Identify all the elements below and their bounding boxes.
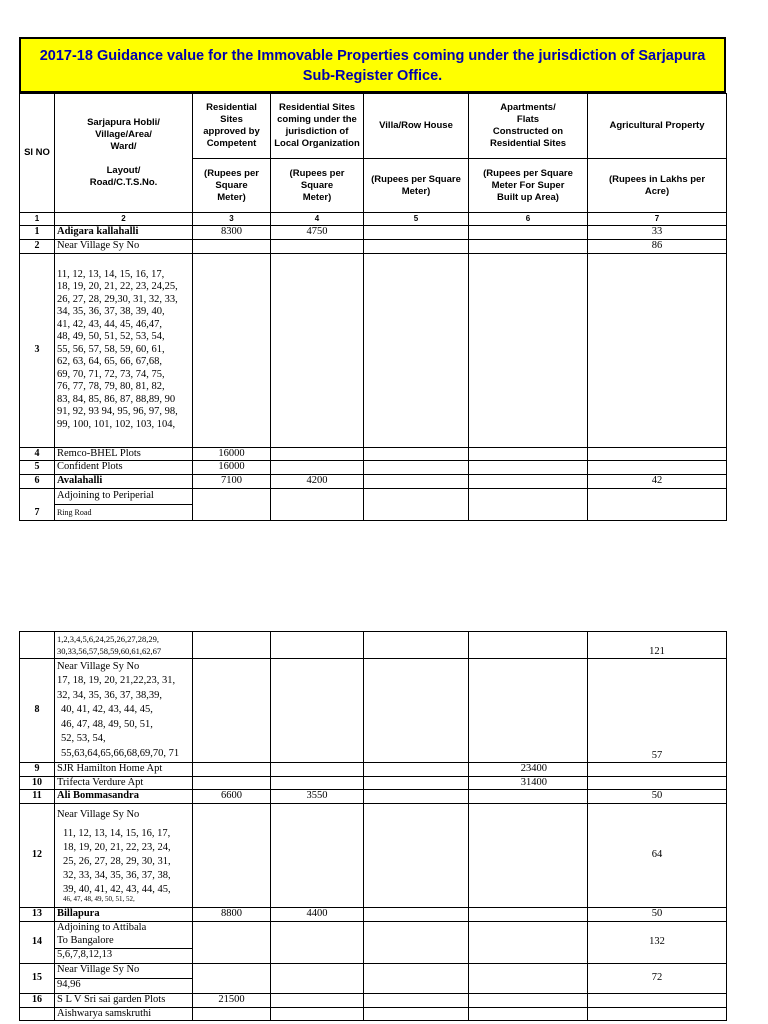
- row-residential-approved: [193, 488, 271, 520]
- header-location-line: Sarjapura Hobli/: [87, 117, 160, 128]
- row-agricultural: 132: [588, 922, 727, 964]
- row-sl-no: 4: [20, 447, 55, 461]
- header-text: coming under the: [277, 114, 357, 125]
- survey-line: 39, 40, 41, 42, 43, 44, 45,: [63, 883, 171, 895]
- header-residential-local: [271, 94, 364, 159]
- guidance-table-page-2: [19, 631, 727, 1021]
- row-apartments: [469, 488, 588, 520]
- header-apartments: [469, 94, 588, 159]
- survey-line: 17, 18, 19, 20, 21,22,23, 31,: [57, 675, 176, 687]
- row-sl-no: 2: [20, 239, 55, 253]
- header-text: Meter): [217, 191, 246, 203]
- row-location: Remco-BHEL Plots: [55, 447, 193, 461]
- row-apartments: [469, 461, 588, 475]
- row-sl-no: 13: [20, 908, 55, 922]
- row-residential-local: 4750: [271, 226, 364, 240]
- survey-line: 91, 92, 93 94, 95, 96, 97, 98,: [57, 406, 178, 418]
- header-text: (Rupees in Lakhs per: [608, 173, 706, 185]
- header-text: (Rupees per: [204, 167, 259, 179]
- row-apartments: 31400: [469, 776, 588, 790]
- row-location: Ali Bommasandra: [55, 790, 193, 804]
- header-text: (Rupees per Square: [289, 167, 345, 191]
- row-residential-approved: [193, 776, 271, 790]
- header-residential-approved: [193, 94, 271, 159]
- survey-line: Near Village Sy No: [57, 808, 140, 820]
- row-villa: [364, 776, 469, 790]
- row-villa: [364, 790, 469, 804]
- table-row: [20, 804, 727, 908]
- row-location: Confident Plots: [55, 461, 193, 475]
- survey-line: 83, 84, 85, 86, 87, 88,89, 90: [57, 393, 176, 405]
- column-number: 1: [20, 213, 55, 226]
- header-unit-agricultural: [588, 159, 727, 213]
- row-residential-approved: 8300: [193, 226, 271, 240]
- row-residential-approved: [193, 1007, 271, 1021]
- row-location: [55, 488, 193, 520]
- row-villa: [364, 461, 469, 475]
- row-residential-local: [271, 659, 364, 763]
- row-location: Near Village Sy No: [55, 239, 193, 253]
- row-agricultural: [588, 994, 727, 1008]
- row-residential-approved: 21500: [193, 994, 271, 1008]
- survey-line: 18, 19, 20, 21, 22, 23, 24,: [63, 842, 171, 854]
- row-residential-approved: [193, 964, 271, 994]
- header-text: Residential Sites: [278, 102, 356, 113]
- table-row: [20, 226, 727, 240]
- header-sl-no: [20, 94, 55, 213]
- header-text: Built up Area): [497, 191, 559, 203]
- table-row: [20, 488, 727, 520]
- header-text: Sites: [220, 114, 243, 125]
- header-agricultural: [588, 94, 727, 159]
- row-location-survey-numbers: [55, 659, 193, 763]
- header-row-labels: [20, 94, 727, 159]
- row-sl-no: 14: [20, 922, 55, 964]
- location-line: To Bangalore: [55, 935, 192, 949]
- row-agricultural: 86: [588, 239, 727, 253]
- row-residential-local: [271, 1007, 364, 1021]
- survey-line: 41, 42, 43, 44, 45, 46,47,: [57, 318, 162, 330]
- row-location: Aishwarya samskruthi: [55, 1007, 193, 1021]
- header-sl-no-text: Sl NO: [24, 147, 50, 158]
- row-agricultural: [588, 763, 727, 777]
- row-residential-local: [271, 632, 364, 659]
- survey-line: 30,33,56,57,58,59,60,61,62,67: [57, 646, 162, 656]
- table-row: [20, 922, 727, 964]
- row-villa: [364, 239, 469, 253]
- row-sl-no: 5: [20, 461, 55, 475]
- table-row: [20, 239, 727, 253]
- survey-line: 48, 49, 50, 51, 52, 53, 54,: [57, 331, 165, 343]
- row-residential-approved: [193, 659, 271, 763]
- row-sl-no: 16: [20, 994, 55, 1008]
- row-sl-no: 9: [20, 763, 55, 777]
- row-residential-approved: [193, 239, 271, 253]
- row-sl-no: 11: [20, 790, 55, 804]
- row-location: S L V Sri sai garden Plots: [55, 994, 193, 1008]
- table-row: [20, 908, 727, 922]
- header-location-line: Ward/: [110, 141, 137, 152]
- table-row: [20, 763, 727, 777]
- row-agricultural: 42: [588, 474, 727, 488]
- survey-line: 32, 33, 34, 35, 36, 37, 38,: [63, 869, 171, 881]
- row-residential-local: [271, 922, 364, 964]
- row-villa: [364, 632, 469, 659]
- header-text: Meter): [302, 191, 332, 203]
- row-apartments: [469, 226, 588, 240]
- row-agricultural: [588, 776, 727, 790]
- survey-line: 55,63,64,65,66,68,69,70, 71: [61, 747, 180, 759]
- row-villa: [364, 994, 469, 1008]
- row-sl-no: 12: [20, 804, 55, 908]
- survey-line: 46, 47, 48, 49, 50, 51,: [61, 718, 153, 730]
- header-row-column-numbers: [20, 213, 727, 226]
- row-location: [55, 922, 193, 964]
- header-text: jurisdiction of: [285, 126, 349, 137]
- row-location: Trifecta Verdure Apt: [55, 776, 193, 790]
- row-residential-approved: [193, 253, 271, 447]
- column-number: 6: [469, 213, 588, 226]
- row-apartments: [469, 239, 588, 253]
- row-location: Billapura: [55, 908, 193, 922]
- table-row: [20, 253, 727, 447]
- survey-line: 76, 77, 78, 79, 80, 81, 82,: [57, 381, 165, 393]
- column-number: 4: [271, 213, 364, 226]
- row-residential-local: [271, 488, 364, 520]
- header-text: Residential Sites: [489, 138, 567, 149]
- header-text: Meter For Super: [491, 179, 565, 191]
- row-residential-local: [271, 804, 364, 908]
- row-sl-no: 8: [20, 659, 55, 763]
- row-apartments: [469, 447, 588, 461]
- survey-line: 18, 19, 20, 21, 22, 23, 24,25,: [57, 281, 178, 293]
- row-residential-approved: [193, 804, 271, 908]
- row-residential-approved: 7100: [193, 474, 271, 488]
- survey-line: Near Village Sy No: [57, 660, 140, 672]
- table-row: [20, 447, 727, 461]
- header-unit-apartments: [469, 159, 588, 213]
- header-text: Villa/Row House: [379, 120, 453, 131]
- row-villa: [364, 659, 469, 763]
- row-villa: [364, 908, 469, 922]
- location-line: 5,6,7,8,12,13: [57, 949, 113, 960]
- row-apartments: [469, 908, 588, 922]
- column-number: 2: [55, 213, 193, 226]
- header-unit-villa: [364, 159, 469, 213]
- header-unit-residential-local: [271, 159, 364, 213]
- header-text: Flats: [516, 114, 540, 125]
- survey-line: 11, 12, 13, 14, 15, 16, 17,: [63, 828, 171, 840]
- row-residential-approved: 16000: [193, 461, 271, 475]
- row-sl-no: 7: [20, 488, 55, 520]
- header-text: Apartments/: [500, 102, 556, 113]
- survey-line: 69, 70, 71, 72, 73, 74, 75,: [57, 368, 165, 380]
- row-agricultural: 33: [588, 226, 727, 240]
- row-sl-no: 1: [20, 226, 55, 240]
- row-sl-no: [20, 1007, 55, 1021]
- location-line: 94,96: [57, 979, 81, 990]
- document-title: [19, 37, 726, 93]
- row-villa: [364, 964, 469, 994]
- row-residential-local: [271, 461, 364, 475]
- row-agricultural: [588, 447, 727, 461]
- table-row: [20, 1007, 727, 1021]
- table-row: [20, 964, 727, 994]
- table-row: [20, 632, 727, 659]
- header-text: Local Organization: [274, 138, 360, 149]
- row-apartments: [469, 1007, 588, 1021]
- row-residential-local: [271, 239, 364, 253]
- header-text: Agricultural Property: [609, 120, 705, 131]
- row-residential-approved: 16000: [193, 447, 271, 461]
- row-apartments: [469, 790, 588, 804]
- row-apartments: [469, 804, 588, 908]
- row-agricultural: 64: [588, 804, 727, 908]
- row-agricultural: [588, 461, 727, 475]
- column-number: 3: [193, 213, 271, 226]
- table-row: [20, 474, 727, 488]
- row-villa: [364, 474, 469, 488]
- row-villa: [364, 447, 469, 461]
- header-unit-residential-approved: [193, 159, 271, 213]
- row-residential-local: 4200: [271, 474, 364, 488]
- title-line-1: 2017-18 Guidance value for the Immovable Properties coming under the jurisdiction of Sarjapura: [39, 48, 706, 64]
- header-villa: [364, 94, 469, 159]
- survey-line: 1,2,3,4,5,6,24,25,26,27,28,29,: [57, 634, 159, 644]
- guidance-table-page-1: [19, 93, 727, 521]
- row-apartments: [469, 632, 588, 659]
- survey-line: 99, 100, 101, 102, 103, 104,: [57, 418, 176, 430]
- row-apartments: [469, 964, 588, 994]
- row-location: [55, 964, 193, 994]
- table-row: [20, 659, 727, 763]
- column-number: 5: [364, 213, 469, 226]
- row-residential-local: [271, 964, 364, 994]
- survey-line: 55, 56, 57, 58, 59, 60, 61,: [57, 343, 165, 355]
- header-location: [55, 94, 193, 213]
- header-text: Square: [215, 179, 248, 191]
- survey-line: 52, 53, 54,: [61, 733, 106, 745]
- row-agricultural: 50: [588, 790, 727, 804]
- title-line-2: Sub-Register Office.: [302, 68, 443, 84]
- header-location-line: Village/Area/: [95, 129, 152, 140]
- row-residential-approved: [193, 922, 271, 964]
- row-residential-approved: 6600: [193, 790, 271, 804]
- row-apartments: [469, 994, 588, 1008]
- location-line: Adjoining to Periperial: [55, 489, 192, 505]
- row-location-survey-numbers: [55, 632, 193, 659]
- row-residential-local: [271, 776, 364, 790]
- row-location-survey-numbers: [55, 253, 193, 447]
- survey-line: 40, 41, 42, 43, 44, 45,: [61, 704, 153, 716]
- row-residential-local: [271, 253, 364, 447]
- header-text: Residential: [206, 102, 257, 113]
- row-apartments: [469, 922, 588, 964]
- table-row: [20, 461, 727, 475]
- row-sl-no: 10: [20, 776, 55, 790]
- header-text: Competent: [206, 138, 257, 149]
- row-villa: [364, 922, 469, 964]
- row-agricultural: 50: [588, 908, 727, 922]
- row-residential-local: 4400: [271, 908, 364, 922]
- row-residential-local: [271, 763, 364, 777]
- row-agricultural: 57: [588, 659, 727, 763]
- row-sl-no: 6: [20, 474, 55, 488]
- survey-line: 32, 34, 35, 36, 37, 38,39,: [57, 689, 162, 701]
- row-sl-no: 3: [20, 253, 55, 447]
- row-apartments: [469, 659, 588, 763]
- header-text: (Rupees per Square: [483, 167, 573, 179]
- row-sl-no: [20, 632, 55, 659]
- location-line: Near Village Sy No: [55, 964, 192, 979]
- row-villa: [364, 226, 469, 240]
- row-apartments: [469, 253, 588, 447]
- survey-line: 34, 35, 36, 37, 38, 39, 40,: [57, 306, 165, 318]
- row-villa: [364, 253, 469, 447]
- row-villa: [364, 804, 469, 908]
- row-apartments: 23400: [469, 763, 588, 777]
- row-location: Adigara kallahalli: [55, 226, 193, 240]
- survey-line: 25, 26, 27, 28, 29, 30, 31,: [63, 856, 171, 867]
- header-text: Meter): [401, 185, 431, 197]
- row-residential-local: [271, 447, 364, 461]
- row-residential-local: 3550: [271, 790, 364, 804]
- row-location: SJR Hamilton Home Apt: [55, 763, 193, 777]
- table-row: [20, 776, 727, 790]
- row-location-survey-numbers: [55, 804, 193, 908]
- row-agricultural: 121: [588, 632, 727, 659]
- survey-line: 46, 47, 48, 49, 50, 51, 52,: [63, 895, 135, 904]
- row-location: Avalahalli: [55, 474, 193, 488]
- row-agricultural: [588, 488, 727, 520]
- row-agricultural: [588, 1007, 727, 1021]
- table-row: [20, 790, 727, 804]
- table-row: [20, 994, 727, 1008]
- row-residential-approved: [193, 632, 271, 659]
- row-villa: [364, 763, 469, 777]
- header-text: Acre): [644, 185, 670, 197]
- survey-line: 62, 63, 64, 65, 66, 67,68,: [57, 356, 162, 368]
- header-location-line: Layout/: [106, 165, 141, 176]
- header-location-line: Road/C.T.S.No.: [89, 177, 158, 188]
- column-number: 7: [588, 213, 727, 226]
- row-residential-approved: [193, 763, 271, 777]
- row-agricultural: [588, 253, 727, 447]
- row-apartments: [469, 474, 588, 488]
- row-villa: [364, 1007, 469, 1021]
- location-line: Ring Road: [57, 507, 92, 517]
- location-line: Adjoining to Attibala: [57, 922, 147, 933]
- row-sl-no: 15: [20, 964, 55, 994]
- row-agricultural: 72: [588, 964, 727, 994]
- row-residential-local: [271, 994, 364, 1008]
- row-residential-approved: 8800: [193, 908, 271, 922]
- header-text: (Rupees per Square: [371, 173, 461, 185]
- header-text: Constructed on: [492, 126, 564, 137]
- survey-line: 11, 12, 13, 14, 15, 16, 17,: [57, 268, 165, 280]
- survey-line: 26, 27, 28, 29,30, 31, 32, 33,: [57, 293, 178, 305]
- header-text: approved by: [203, 126, 260, 137]
- row-villa: [364, 488, 469, 520]
